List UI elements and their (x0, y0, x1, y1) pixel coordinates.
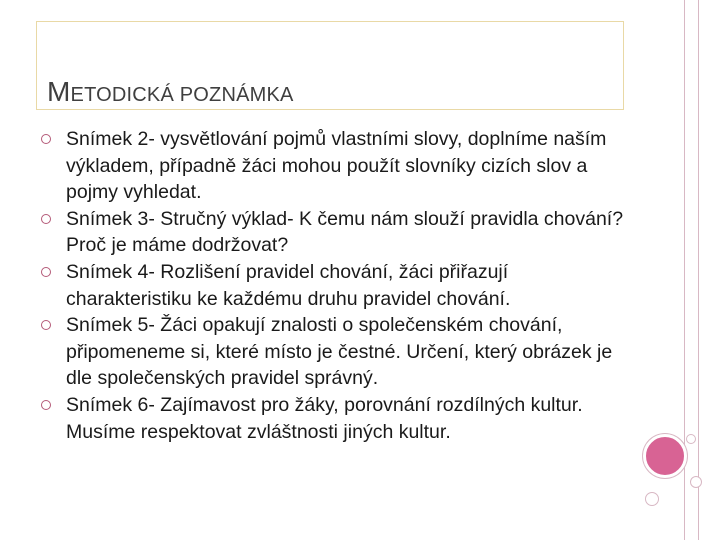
decorative-line-right (698, 0, 699, 540)
bullet-item (40, 126, 630, 206)
hollow-circle-bullet-icon (41, 134, 51, 144)
bullet-item (40, 312, 630, 392)
title-box (36, 21, 624, 110)
decorative-small-circle (686, 434, 696, 444)
decorative-small-circle (645, 492, 659, 506)
bullet-item (40, 206, 630, 259)
hollow-circle-bullet-icon (41, 320, 51, 330)
slide-title (47, 76, 294, 108)
bullet-text: Snímek 4- Rozlišení pravidel chování, žáci přiřazují charakteristiku ke každému druhu pravidel chování. (66, 260, 511, 310)
bullet-item (40, 392, 630, 445)
decorative-pink-circle (643, 434, 687, 478)
hollow-circle-bullet-icon (41, 214, 51, 224)
bullet-text: Snímek 5- Žáci opakují znalosti o společenském chování, připomeneme si, které místo je čestné. Určení, který obrázek je dle společenských pravidel správný. (66, 314, 613, 390)
bullet-text: Snímek 6- Zajímavost pro žáky, porovnání rozdílných kultur. Musíme respektovat zvláštnosti jiných kultur. (66, 393, 583, 443)
slide-title-initial: M (47, 76, 71, 107)
bullet-text: Snímek 2- vysvětlování pojmů vlastními slovy, doplníme naším výkladem, případně žáci mohou použít slovníky cizích slov a pojmy vyhledat. (66, 128, 607, 204)
bullet-text: Snímek 3- Stručný výklad- K čemu nám slouží pravidla chování? Proč je máme dodržovat? (66, 207, 624, 257)
hollow-circle-bullet-icon (41, 267, 51, 277)
bullet-list (40, 126, 630, 445)
slide-title-rest: ETODICKÁ POZNÁMKA (70, 84, 294, 106)
hollow-circle-bullet-icon (41, 400, 51, 410)
bullet-item (40, 259, 630, 312)
decorative-small-circle (690, 476, 702, 488)
